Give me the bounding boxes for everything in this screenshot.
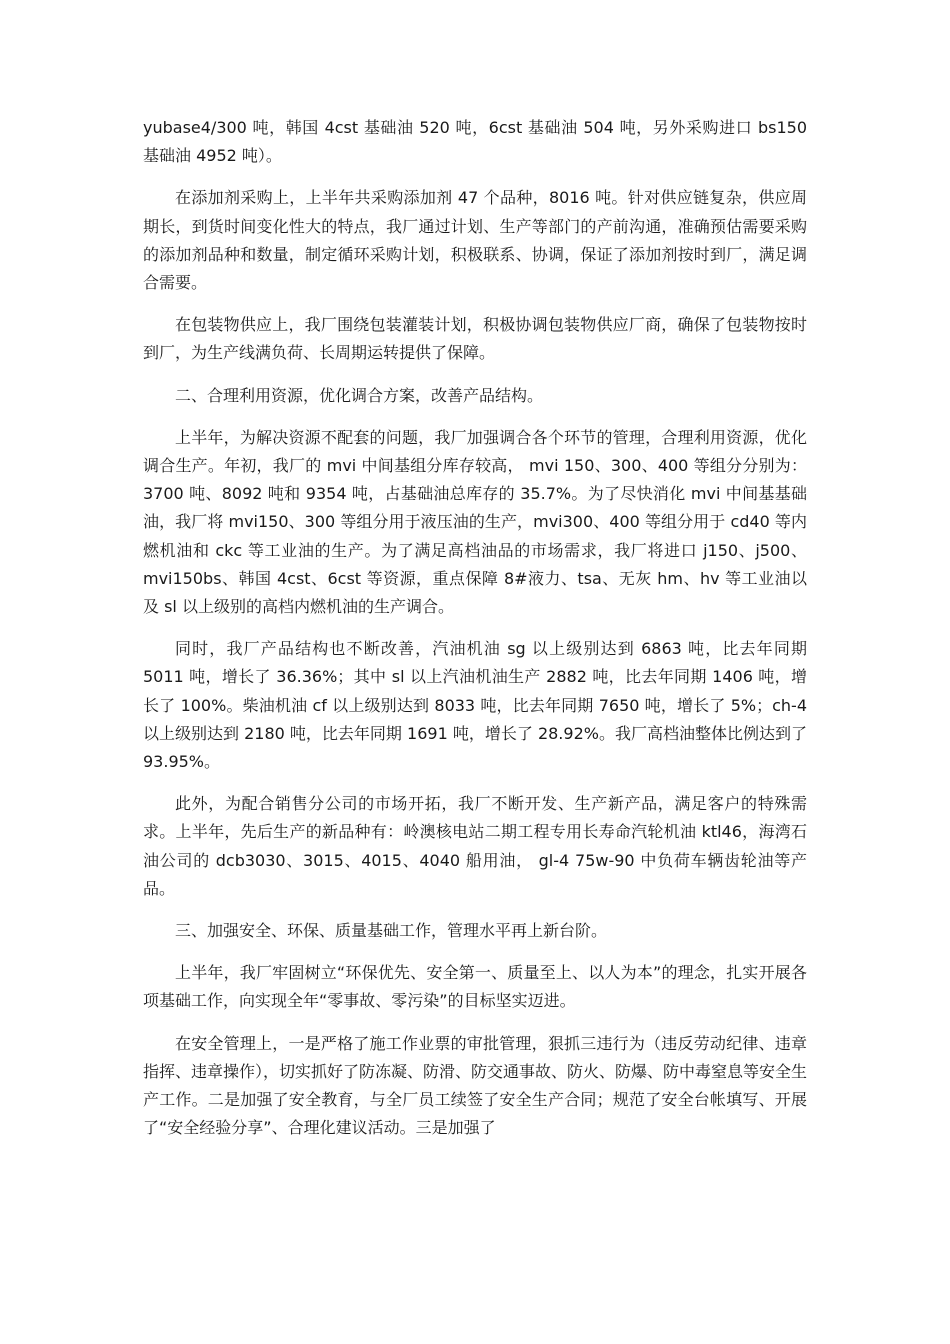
document-body bbox=[143, 114, 807, 1157]
paragraph-new-products: 此外，为配合销售分公司的市场开拓，我厂不断开发、生产新产品，满足客户的特殊需求。上半年，先后生产的新品种有：岭澳核电站二期工程专用长寿命汽轮机油 ktl46，海湾石油公司的 dcb3030、3015、4015、4040 船用油， gl-4 75w-90 中负荷车辆齿轮油等产品。 bbox=[143, 794, 807, 898]
paragraph-philosophy: 上半年，我厂牢固树立“环保优先、安全第一、质量至上、以人为本”的理念，扎实开展各项基础工作，向实现全年“零事故、零污染”的目标坚实迈进。 bbox=[143, 963, 807, 1011]
paragraph-continued: yubase4/300 吨，韩国 4cst 基础油 520 吨，6cst 基础油 504 吨，另外采购进口 bs150 基础油 4952 吨）。 bbox=[143, 118, 807, 166]
section-heading-3: 三、加强安全、环保、质量基础工作，管理水平再上新台阶。 bbox=[175, 921, 608, 941]
paragraph-resource-utilization: 上半年，为解决资源不配套的问题，我厂加强调合各个环节的管理，合理利用资源，优化调合生产。年初，我厂的 mvi 中间基组分库存较高， mvi 150、300、400 等组分分别为：3700 吨、8092 吨和 9354 吨，占基础油总库存的 35.7%。为了尽快消化 mvi 中间基基础油，我厂将 mvi150、300 等组分用于液压油的生产，mvi300、400 等组分用于 cd40 等内燃机油和 ckc 等工业油的生产。为了满足高档油品的市场需求，我厂将进口 j150、j500、mvi150bs、韩国 4cst、6cst 等资源，重点保障 8#液力、tsa、无灰 hm、hv 等工业油以及 sl 以上级别的高档内燃机油的生产调合。 bbox=[143, 427, 807, 617]
paragraph-safety-management: 在安全管理上，一是严格了施工作业票的审批管理，狠抓三违行为（违反劳动纪律、违章指挥、违章操作），切实抓好了防冻凝、防滑、防交通事故、防火、防爆、防中毒窒息等安全生产工作。二是加强了安全教育，与全厂员工续签了安全生产合同；规范了安全台帐填写、开展了“安全经验分享”、合理化建议活动。三是加强了 bbox=[143, 1033, 808, 1138]
paragraph-additive-procurement: 在添加剂采购上，上半年共采购添加剂 47 个品种，8016 吨。针对供应链复杂，供应周期长，到货时间变化性大的特点，我厂通过计划、生产等部门的产前沟通，准确预估需要采购的添加剂品种和数量，制定循环采购计划，积极联系、协调，保证了添加剂按时到厂，满足调合需要。 bbox=[143, 188, 807, 293]
paragraph-packaging-supply: 在包装物供应上，我厂围绕包装灌装计划，积极协调包装物供应厂商，确保了包装物按时到厂，为生产线满负荷、长周期运转提供了保障。 bbox=[143, 315, 807, 363]
section-heading-2: 二、合理利用资源，优化调合方案，改善产品结构。 bbox=[175, 385, 544, 405]
paragraph-product-structure: 同时，我厂产品结构也不断改善，汽油机油 sg 以上级别达到 6863 吨，比去年同期 5011 吨，增长了 36.36%；其中 sl 以上汽油机油生产 2882 吨，比去年同期 1406 吨，增长了 100%。柴油机油 cf 以上级别达到 8033 吨，比去年同期 7650 吨，增长了 5%；ch-4 以上级别达到 2180 吨，比去年同期 1691 吨，增长了 28.92%。我厂高档油整体比例达到了 93.95%。 bbox=[143, 639, 807, 772]
